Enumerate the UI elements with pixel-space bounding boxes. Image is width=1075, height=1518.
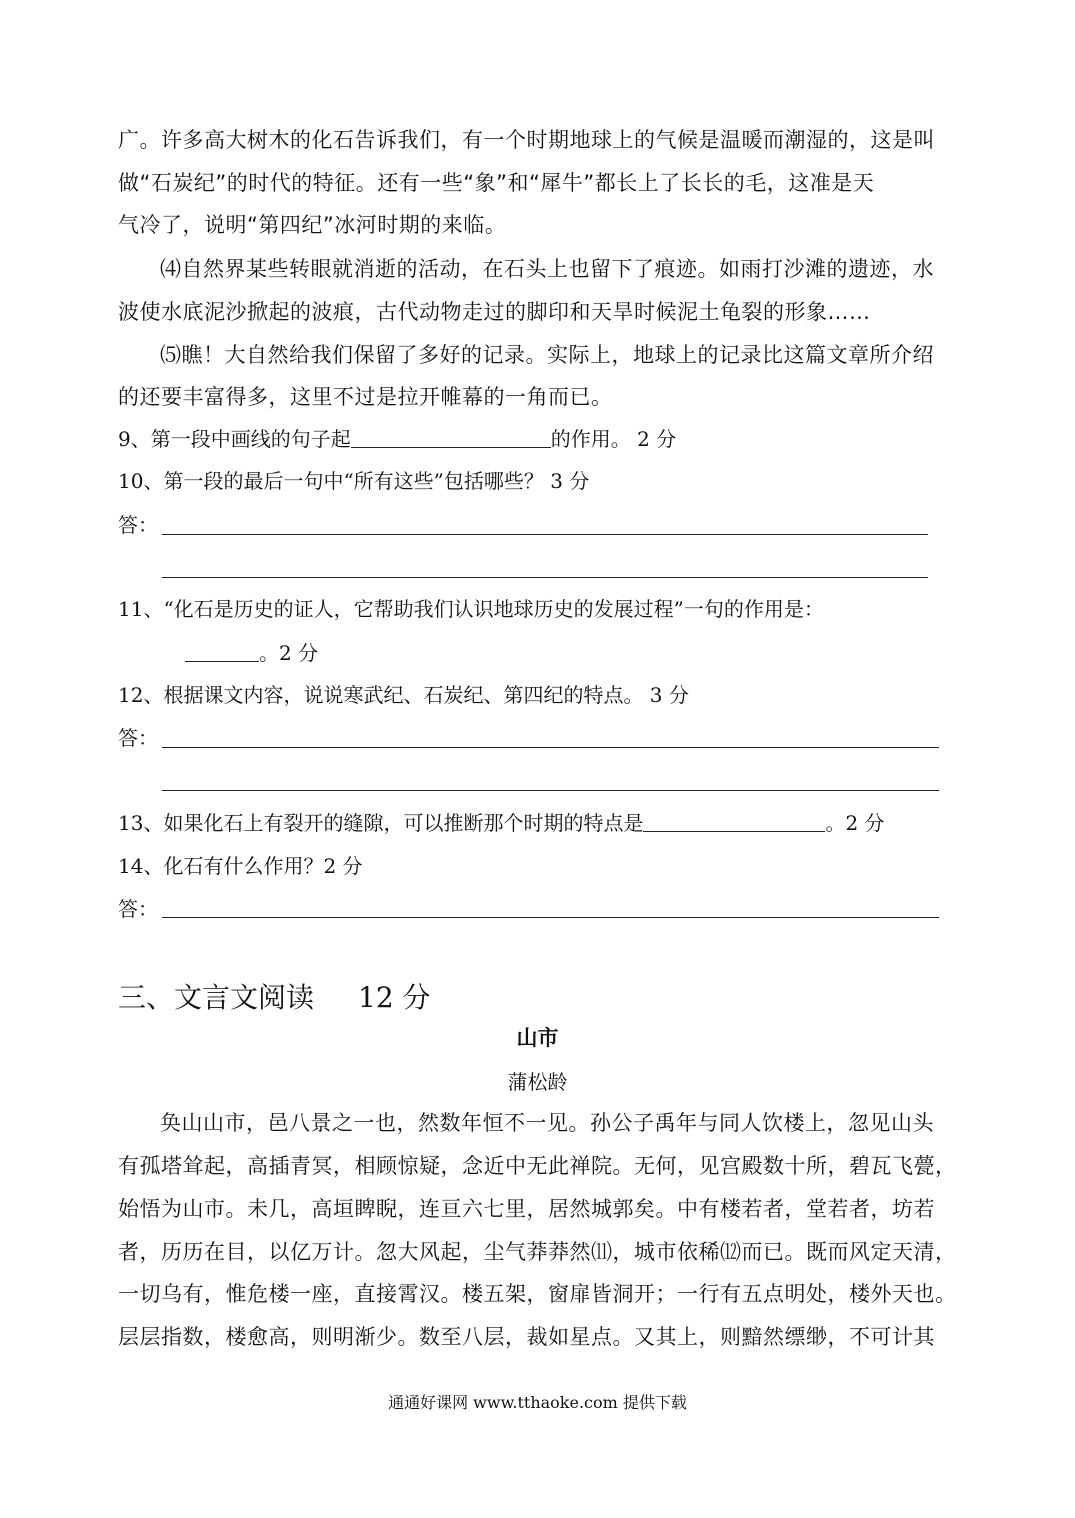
question-11-blank[interactable] — [185, 639, 259, 662]
passage-paragraph-5-line-1: ⑸瞧！大自然给我们保留了多好的记录。实际上，地球上的记录比这篇文章所介绍 — [160, 343, 934, 367]
passage-paragraph-4-line-1: ⑷自然界某些转眼就消逝的活动，在石头上也留下了痕迹。如雨打沙滩的遗迹，水 — [160, 257, 934, 281]
classical-text-line-3: 始悟为山市。未几，高垣睥睨，连亘六七里，居然城郭矣。中有楼若者，堂若者，坊若 — [118, 1197, 935, 1221]
section-3-heading — [118, 976, 431, 1016]
page-footer: 通通好课网 www.tthaoke.com 提供下载 — [388, 1393, 687, 1412]
section-3-title: 三、文言文阅读 — [118, 981, 315, 1014]
poem-title: 山市 — [516, 1026, 559, 1050]
question-12-answer-label: 答： — [118, 726, 158, 750]
question-13-text: 13、如果化石上有裂开的缝隙，可以推断那个时期的特点是 — [118, 811, 644, 835]
passage-line-1: 广。许多高大树木的化石告诉我们，有一个时期地球上的气候是温暖而潮湿的，这是叫 — [118, 128, 935, 152]
question-10-answer-line-1[interactable] — [162, 534, 928, 535]
section-3-score: 12 分 — [358, 981, 431, 1014]
passage-line-2: 做“石炭纪”的时代的特征。还有一些“象”和“犀牛”都长上了长长的毛，这准是天 — [118, 171, 875, 195]
question-13-suffix: 。2 分 — [825, 811, 885, 835]
question-12-answer-line-2[interactable] — [162, 790, 939, 791]
question-14-answer-line[interactable] — [162, 917, 939, 918]
question-11-suffix: 。2 分 — [259, 641, 319, 665]
passage-line-3: 气冷了，说明“第四纪”冰河时期的来临。 — [118, 213, 507, 237]
question-9-suffix: 的作用。 2 分 — [550, 427, 677, 451]
question-12: 12、根据课文内容，说说寒武纪、石炭纪、第四纪的特点。 3 分 — [118, 683, 689, 707]
question-11: 11、“化石是历史的证人，它帮助我们认识地球历史的发展过程”一句的作用是： — [118, 597, 824, 621]
classical-text-line-5: 一切乌有，惟危楼一座，直接霄汉。楼五架，窗扉皆洞开；一行有五点明处，楼外天也。 — [118, 1282, 957, 1306]
question-9 — [118, 424, 676, 454]
question-10-answer-label: 答： — [118, 513, 158, 537]
classical-text-line-6: 层层指数，楼愈高，则明渐少。数至八层，裁如星点。又其上，则黯然缥缈，不可计其 — [118, 1325, 935, 1349]
poem-author: 蒲松龄 — [507, 1070, 568, 1094]
classical-text-line-4: 者，历历在目，以亿万计。忽大风起，尘气莽莽然⑾，城市依稀⑿而已。既而风定天清， — [118, 1240, 957, 1264]
question-10-answer-line-2[interactable] — [162, 577, 928, 578]
question-14: 14、化石有什么作用？2 分 — [118, 854, 363, 878]
question-13 — [118, 808, 885, 838]
classical-text-line-1: 奂山山市，邑八景之一也，然数年恒不一见。孙公子禹年与同人饮楼上，忽见山头 — [160, 1111, 934, 1135]
question-9-text: 9、第一段中画线的句子起 — [118, 427, 351, 451]
question-14-answer-label: 答： — [118, 897, 158, 921]
passage-paragraph-4-line-2: 波使水底泥沙掀起的波痕，古代动物走过的脚印和天旱时候泥土龟裂的形象…… — [118, 300, 871, 324]
question-11-answer — [185, 638, 318, 668]
question-12-answer-line-1[interactable] — [162, 747, 939, 748]
question-9-blank[interactable] — [351, 425, 551, 448]
question-10: 10、第一段的最后一句中“所有这些”包括哪些？ 3 分 — [118, 469, 590, 493]
classical-text-line-2: 有孤塔耸起，高插青冥，相顾惊疑，念近中无此禅院。无何，见宫殿数十所，碧瓦飞甍， — [118, 1154, 957, 1178]
question-13-blank[interactable] — [643, 809, 825, 832]
passage-paragraph-5-line-2: 的还要丰富得多，这里不过是拉开帷幕的一角而已。 — [118, 385, 613, 409]
